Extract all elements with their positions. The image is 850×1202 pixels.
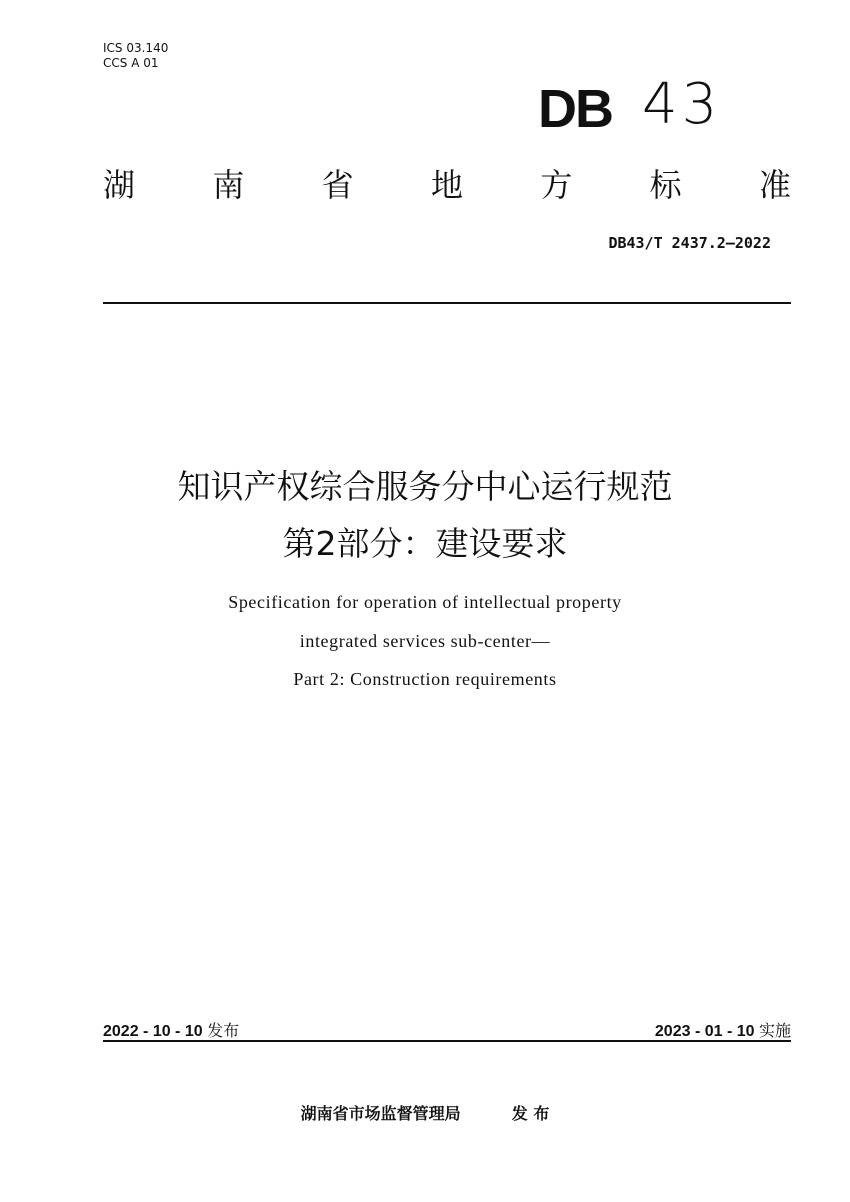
standard-type-char: 准: [758, 166, 791, 204]
document-number: DB43/T 2437.2—2022: [608, 234, 771, 252]
ics-code: ICS 03.140: [103, 41, 169, 55]
classification-codes: [103, 41, 168, 71]
title-en-line3: Part 2: Construction requirements: [293, 669, 557, 689]
ccs-code: CCS A 01: [103, 56, 159, 70]
issue-label: 发布: [207, 1023, 240, 1040]
implement-date: 2023 - 01 - 10: [654, 1023, 755, 1040]
standard-type-char: 方: [540, 166, 573, 204]
header-divider: [103, 302, 791, 304]
standard-type-char: 南: [212, 166, 245, 204]
standard-type-char: 湖: [103, 166, 136, 204]
issue-date: 2022 - 10 - 10: [103, 1023, 203, 1040]
title-cn-line2: 第2部分：建设要求: [282, 524, 568, 563]
publisher-line: [0, 1101, 850, 1124]
publisher-action: 发 布: [511, 1104, 550, 1123]
db-logo-block: [538, 78, 612, 140]
title-en-line1: Specification for operation of intellectual property: [228, 592, 622, 612]
db-province-number: 43: [642, 72, 722, 137]
standard-type-char: 标: [649, 166, 682, 204]
standard-type-char: 省: [321, 166, 354, 204]
standard-type-char: 地: [430, 166, 463, 204]
standard-type-heading: [103, 160, 791, 206]
title-en-line2: integrated services sub-center—: [299, 631, 551, 651]
db-mark: DB: [538, 79, 612, 139]
title-cn-line1: 知识产权综合服务分中心运行规范: [177, 467, 673, 506]
implement-label: 实施: [758, 1023, 791, 1040]
publisher-name: 湖南省市场监督管理局: [300, 1104, 461, 1123]
footer-divider: [103, 1040, 791, 1042]
issue-date-block: [103, 1018, 239, 1041]
implement-date-block: [655, 1018, 791, 1041]
